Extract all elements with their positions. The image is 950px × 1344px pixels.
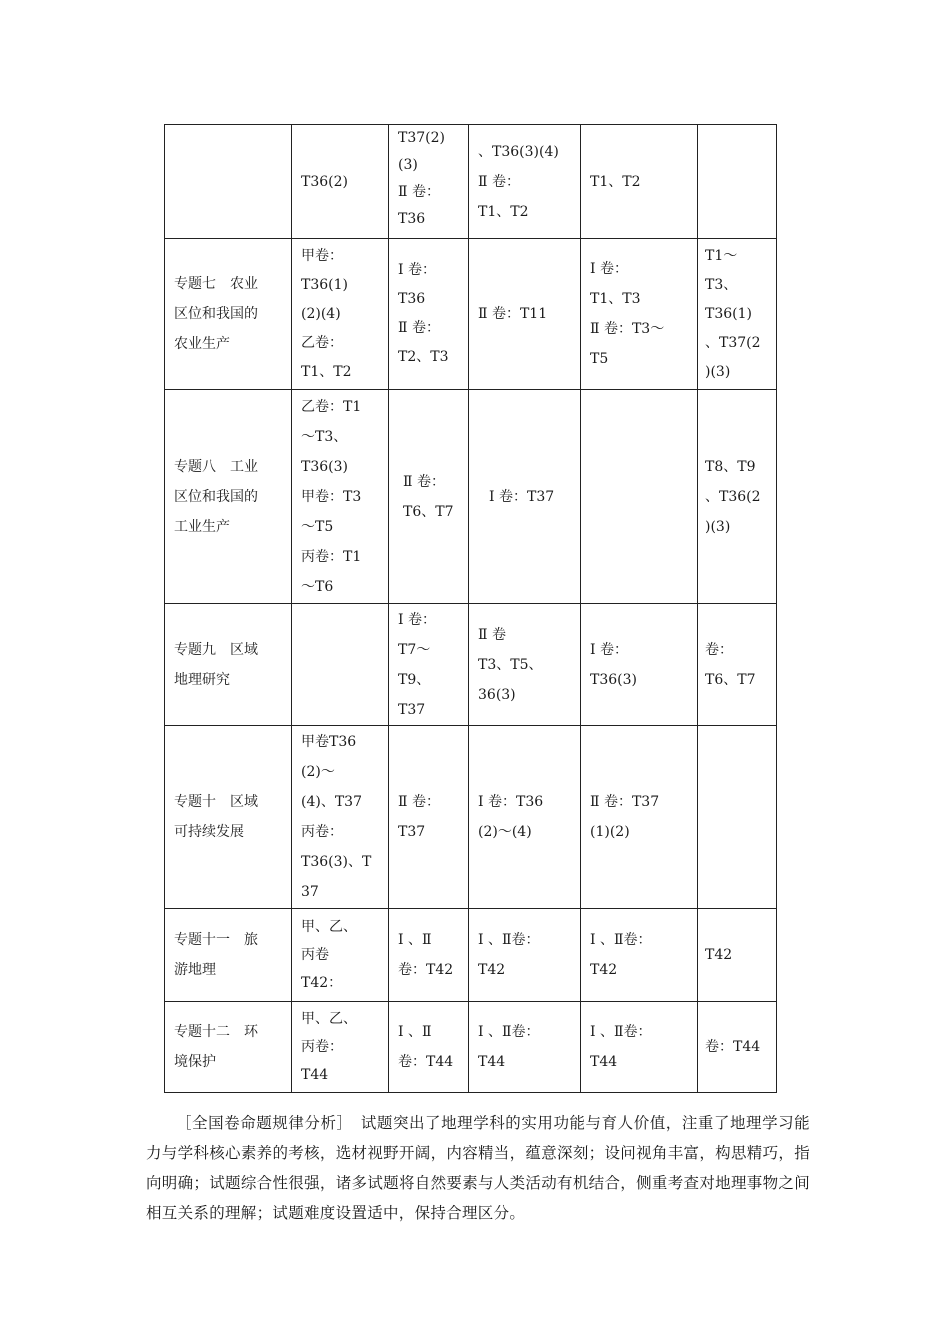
table-cell: Ⅰ 、Ⅱ卷： T42 [469, 909, 581, 1002]
table-row [165, 125, 777, 239]
topic-cell: 专题十二 环 境保护 [165, 1002, 292, 1093]
table-cell: Ⅱ 卷： T6、T7 [389, 390, 469, 604]
table-cell: T42 [698, 909, 777, 1002]
table-row [165, 390, 777, 604]
table-cell [581, 390, 698, 604]
table-cell [698, 125, 777, 239]
table-row [165, 909, 777, 1002]
table-cell: T1、T2 [581, 125, 698, 239]
table-cell [292, 604, 389, 726]
table-cell: 乙卷：T1 ～T3、 T36(3) 甲卷：T3 ～T5 丙卷：T1 ～T6 [292, 390, 389, 604]
table-cell: Ⅰ 、Ⅱ卷： T44 [469, 1002, 581, 1093]
table-cell: Ⅰ 、Ⅱ卷： T44 [581, 1002, 698, 1093]
table-cell: T1～ T3、 T36(1) 、T37(2 )(3) [698, 239, 777, 390]
table-cell: T36(2) [292, 125, 389, 239]
table-row [165, 726, 777, 909]
analysis-paragraph: ［全国卷命题规律分析］ 试题突出了地理学科的实用功能与育人价值，注重了地理学习能力与学科核心素养的考核，选材视野开阔，内容精当，蕴意深刻；设问视角丰富，构思精巧，指向明确；试题综合性很强，诸多试题将自然要素与人类活动有机结合，侧重考查对地理事物之间相互关系的理解；试题难度设置适中，保持合理区分。 [146, 1113, 810, 1222]
topic-cell: 专题十 区域 可持续发展 [165, 726, 292, 909]
table-cell: Ⅰ 卷：T37 [469, 390, 581, 604]
table-cell: Ⅱ 卷： T37 [389, 726, 469, 909]
table-cell: 、T36(3)(4) Ⅱ 卷： T1、T2 [469, 125, 581, 239]
table-cell: Ⅰ 、Ⅱ 卷：T44 [389, 1002, 469, 1093]
table-cell: 甲、乙、 丙卷： T44 [292, 1002, 389, 1093]
table-cell: Ⅰ 、Ⅱ卷： T42 [581, 909, 698, 1002]
table-cell: Ⅰ 卷：T36 (2)～(4) [469, 726, 581, 909]
table-cell: 甲卷： T36(1) (2)(4) 乙卷： T1、T2 [292, 239, 389, 390]
table-cell: Ⅰ 、Ⅱ 卷：T42 [389, 909, 469, 1002]
table-cell: Ⅰ 卷： T36 Ⅱ 卷： T2、T3 [389, 239, 469, 390]
topic-cell [165, 125, 292, 239]
table-cell: Ⅱ 卷 T3、T5、 36(3) [469, 604, 581, 726]
table-cell: 卷： T6、T7 [698, 604, 777, 726]
topic-cell: 专题九 区域 地理研究 [165, 604, 292, 726]
table-cell: Ⅰ 卷： T7～ T9、 T37 [389, 604, 469, 726]
table-cell: Ⅰ 卷： T1、T3 Ⅱ 卷：T3～ T5 [581, 239, 698, 390]
table-cell: 甲、乙、 丙卷 T42： [292, 909, 389, 1002]
table-cell: T8、T9 、T36(2 )(3) [698, 390, 777, 604]
table-row [165, 239, 777, 390]
table-cell: T37(2) (3) Ⅱ 卷： T36 [389, 125, 469, 239]
table-cell: Ⅱ 卷：T11 [469, 239, 581, 390]
table-row [165, 1002, 777, 1093]
table-cell: Ⅰ 卷： T36(3) [581, 604, 698, 726]
table-cell [698, 726, 777, 909]
table-row [165, 604, 777, 726]
topic-cell: 专题十一 旅 游地理 [165, 909, 292, 1002]
table-cell: 甲卷T36 (2)～ (4)、T37 丙卷： T36(3)、T 37 [292, 726, 389, 909]
topic-cell: 专题八 工业 区位和我国的 工业生产 [165, 390, 292, 604]
topic-cell: 专题七 农业 区位和我国的 农业生产 [165, 239, 292, 390]
table-cell: Ⅱ 卷：T37 (1)(2) [581, 726, 698, 909]
table-cell: 卷：T44 [698, 1002, 777, 1093]
exam-topic-table [164, 124, 777, 1093]
